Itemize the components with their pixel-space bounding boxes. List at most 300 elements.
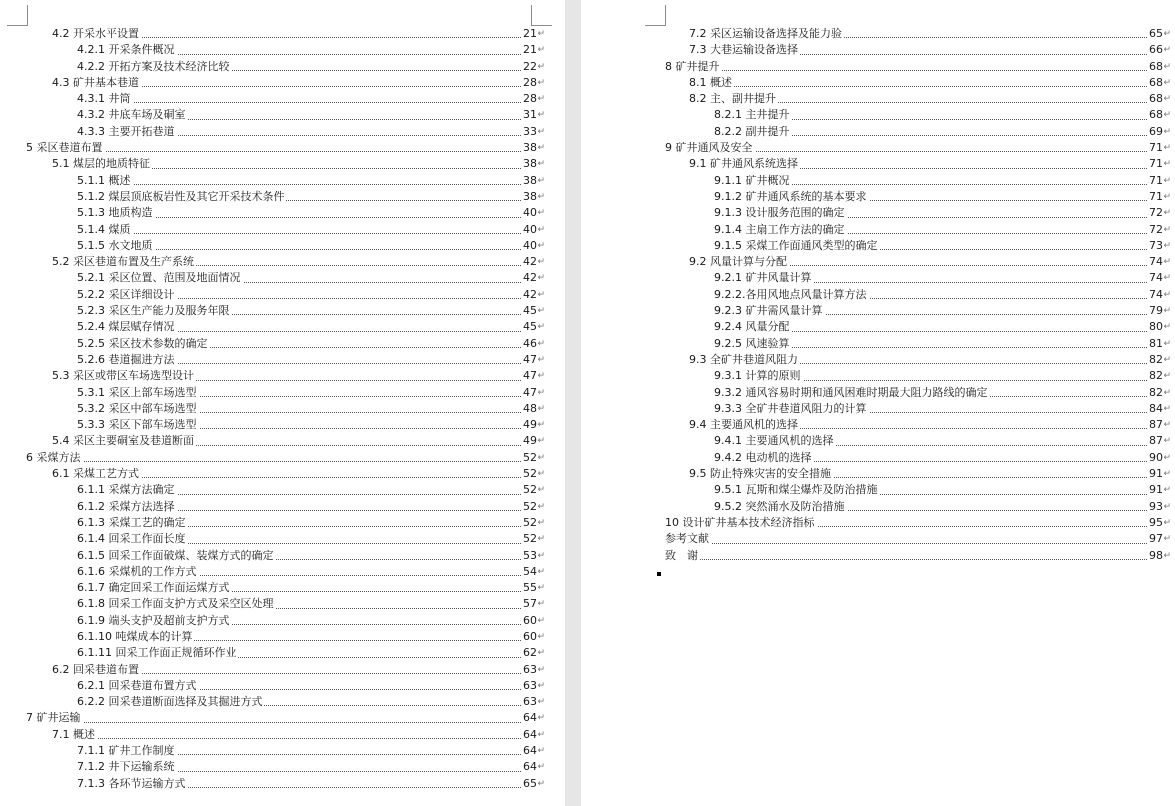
crop-mark-top-left xyxy=(645,5,666,26)
paragraph-mark-icon: ↵ xyxy=(537,289,545,300)
toc-page-number: 47 xyxy=(521,385,537,401)
toc-entry-title: 8 矿井提升 xyxy=(665,59,722,75)
toc-dot-leader xyxy=(52,738,521,739)
toc-entry-title: 5.4 采区主要硐室及巷道断面 xyxy=(52,433,196,449)
paragraph-mark-icon: ↵ xyxy=(537,452,545,463)
toc-entry[interactable] xyxy=(581,385,1171,401)
toc-entry[interactable] xyxy=(581,450,1171,466)
toc-entry[interactable] xyxy=(581,287,1171,303)
toc-entry-title: 6.1.7 确定回采工作面运煤方式 xyxy=(77,580,232,596)
toc-entry-title: 9.1.2 矿井通风系统的基本要求 xyxy=(714,189,869,205)
toc-entry[interactable] xyxy=(581,466,1171,482)
toc-entry[interactable] xyxy=(0,694,545,710)
toc-entry[interactable] xyxy=(0,205,545,221)
paragraph-mark-icon: ↵ xyxy=(537,615,545,626)
toc-entry[interactable] xyxy=(0,156,545,172)
toc-page-number: 33 xyxy=(521,124,537,140)
toc-page-number: 52 xyxy=(521,499,537,515)
toc-page-number: 52 xyxy=(521,515,537,531)
toc-entry[interactable] xyxy=(0,173,545,189)
toc-page-number: 74 xyxy=(1147,287,1163,303)
toc-entry[interactable] xyxy=(581,515,1171,531)
toc-page-number: 52 xyxy=(521,531,537,547)
toc-page-number: 40 xyxy=(521,205,537,221)
toc-entry-title: 5.2.6 巷道掘进方法 xyxy=(77,352,177,368)
toc-entry-title: 10 设计矿井基本技术经济指标 xyxy=(665,515,817,531)
toc-page-number: 47 xyxy=(521,352,537,368)
toc-entry-title: 8.2.1 主井提升 xyxy=(714,107,792,123)
toc-page-number: 49 xyxy=(521,417,537,433)
toc-entry-title: 7.1.3 各环节运输方式 xyxy=(77,776,188,792)
toc-page-number: 80 xyxy=(1147,319,1163,335)
toc-dot-leader xyxy=(26,722,521,723)
toc-page-number: 22 xyxy=(521,59,537,75)
toc-page-number: 40 xyxy=(521,238,537,254)
toc-page-number: 87 xyxy=(1147,417,1163,433)
toc-entry-title: 6.2 回采巷道布置 xyxy=(52,662,141,678)
toc-page-number: 82 xyxy=(1147,352,1163,368)
toc-entry[interactable] xyxy=(581,531,1171,547)
toc-entry-title: 8.2 主、副井提升 xyxy=(689,91,778,107)
toc-entry[interactable] xyxy=(581,368,1171,384)
toc-page-number: 72 xyxy=(1147,222,1163,238)
toc-entry[interactable] xyxy=(581,352,1171,368)
toc-page-number: 84 xyxy=(1147,401,1163,417)
toc-entry-title: 9.2.3 矿井需风量计算 xyxy=(714,303,825,319)
toc-entry-title: 6.1.2 采煤方法选择 xyxy=(77,499,177,515)
toc-entry-title: 9.2.5 风速验算 xyxy=(714,336,792,352)
paragraph-mark-icon: ↵ xyxy=(537,273,545,284)
toc-page-number: 42 xyxy=(521,270,537,286)
toc-entry-title: 4.2 开采水平设置 xyxy=(52,26,141,42)
toc-page-number: 38 xyxy=(521,173,537,189)
toc-entry-title: 9.1 矿井通风系统选择 xyxy=(689,156,800,172)
toc-page-number: 64 xyxy=(521,759,537,775)
paragraph-mark-icon: ↵ xyxy=(1163,306,1171,317)
toc-entry-title: 5.2 采区巷道布置及生产系统 xyxy=(52,254,196,270)
paragraph-mark-icon: ↵ xyxy=(537,257,545,268)
paragraph-mark-icon: ↵ xyxy=(537,778,545,789)
table-of-contents-left xyxy=(0,26,545,792)
toc-entry-title: 5.1.4 煤质 xyxy=(77,222,133,238)
toc-page-number: 55 xyxy=(521,580,537,596)
toc-entry[interactable] xyxy=(0,450,545,466)
toc-entry[interactable] xyxy=(0,596,545,612)
toc-page-number: 53 xyxy=(521,548,537,564)
toc-entry[interactable] xyxy=(0,42,545,58)
toc-entry[interactable] xyxy=(581,319,1171,335)
toc-entry[interactable] xyxy=(0,776,545,792)
toc-page-number: 60 xyxy=(521,613,537,629)
toc-page-number: 97 xyxy=(1147,531,1163,547)
toc-entry[interactable] xyxy=(0,743,545,759)
toc-page-number: 63 xyxy=(521,694,537,710)
paragraph-mark-icon: ↵ xyxy=(1163,550,1171,561)
toc-entry-title: 5.1.3 地质构造 xyxy=(77,205,155,221)
toc-page-number: 52 xyxy=(521,450,537,466)
paragraph-mark-icon: ↵ xyxy=(1163,403,1171,414)
paragraph-mark-icon: ↵ xyxy=(537,224,545,235)
toc-entry[interactable] xyxy=(581,401,1171,417)
toc-entry[interactable] xyxy=(0,564,545,580)
toc-dot-leader xyxy=(665,559,1147,560)
toc-entry[interactable] xyxy=(581,254,1171,270)
toc-entry-title: 9.3 全矿井巷道风阻力 xyxy=(689,352,800,368)
toc-entry[interactable] xyxy=(581,156,1171,172)
toc-entry[interactable] xyxy=(581,75,1171,91)
toc-entry[interactable] xyxy=(0,531,545,547)
toc-entry-title: 6.2.2 回采巷道断面选择及其掘进方式 xyxy=(77,694,264,710)
toc-entry[interactable] xyxy=(0,401,545,417)
toc-entry-title: 5.2.1 采区位置、范围及地面情况 xyxy=(77,270,243,286)
toc-page-number: 47 xyxy=(521,368,537,384)
paragraph-mark-icon: ↵ xyxy=(537,126,545,137)
toc-page-number: 45 xyxy=(521,303,537,319)
toc-entry-title: 7 矿井运输 xyxy=(26,710,83,726)
toc-entry-title: 5.3 采区或带区车场选型设计 xyxy=(52,368,196,384)
document-page-right xyxy=(581,0,1175,806)
toc-page-number: 87 xyxy=(1147,433,1163,449)
toc-page-number: 28 xyxy=(521,75,537,91)
toc-entry-title: 9.5.2 突然涌水及防治措施 xyxy=(714,499,847,515)
toc-page-number: 52 xyxy=(521,466,537,482)
toc-page-number: 65 xyxy=(521,776,537,792)
paragraph-mark-icon: ↵ xyxy=(537,469,545,480)
toc-entry[interactable] xyxy=(0,140,545,156)
paragraph-mark-icon: ↵ xyxy=(1163,61,1171,72)
toc-entry[interactable] xyxy=(581,548,1171,564)
toc-page-number: 54 xyxy=(521,564,537,580)
toc-page-number: 63 xyxy=(521,662,537,678)
toc-entry-title: 6.1.9 端头支护及超前支护方式 xyxy=(77,613,232,629)
paragraph-mark-icon: ↵ xyxy=(1163,126,1171,137)
toc-page-number: 21 xyxy=(521,26,537,42)
paragraph-mark-icon: ↵ xyxy=(1163,94,1171,105)
paragraph-mark-icon: ↵ xyxy=(537,77,545,88)
toc-entry[interactable] xyxy=(581,417,1171,433)
toc-entry[interactable] xyxy=(0,580,545,596)
paragraph-mark-icon: ↵ xyxy=(1163,273,1171,284)
toc-entry-title: 6.1 采煤工艺方式 xyxy=(52,466,141,482)
toc-entry[interactable] xyxy=(581,336,1171,352)
paragraph-mark-icon: ↵ xyxy=(1163,322,1171,333)
toc-entry[interactable] xyxy=(581,433,1171,449)
paragraph-mark-icon: ↵ xyxy=(537,680,545,691)
toc-entry-title: 6.1.1 采煤方法确定 xyxy=(77,482,177,498)
toc-page-number: 82 xyxy=(1147,368,1163,384)
paragraph-mark-icon: ↵ xyxy=(537,110,545,121)
toc-page-number: 91 xyxy=(1147,466,1163,482)
toc-page-number: 71 xyxy=(1147,140,1163,156)
toc-page-number: 90 xyxy=(1147,450,1163,466)
toc-entry[interactable] xyxy=(581,482,1171,498)
toc-entry-title: 6.1.8 回采工作面支护方式及采空区处理 xyxy=(77,596,275,612)
toc-entry-title: 6.1.10 吨煤成本的计算 xyxy=(77,629,194,645)
paragraph-mark-icon: ↵ xyxy=(537,664,545,675)
toc-entry[interactable] xyxy=(581,59,1171,75)
paragraph-mark-icon: ↵ xyxy=(537,143,545,154)
toc-page-number: 93 xyxy=(1147,499,1163,515)
toc-page-number: 45 xyxy=(521,319,537,335)
toc-entry[interactable] xyxy=(0,107,545,123)
toc-page-number: 38 xyxy=(521,156,537,172)
paragraph-mark-icon: ↵ xyxy=(537,29,545,39)
toc-page-number: 42 xyxy=(521,254,537,270)
toc-entry-title: 8.1 概述 xyxy=(689,75,734,91)
toc-entry-title: 9.3.1 计算的原则 xyxy=(714,368,803,384)
crop-mark-top-right xyxy=(531,5,552,26)
toc-page-number: 81 xyxy=(1147,336,1163,352)
toc-entry-title: 7.3 大巷运输设备选择 xyxy=(689,42,800,58)
paragraph-mark-icon: ↵ xyxy=(537,338,545,349)
paragraph-mark-icon: ↵ xyxy=(1163,77,1171,88)
paragraph-mark-icon: ↵ xyxy=(537,534,545,545)
toc-page-number: 68 xyxy=(1147,91,1163,107)
toc-page-number: 68 xyxy=(1147,59,1163,75)
toc-entry-title: 6.1.6 采煤机的工作方式 xyxy=(77,564,199,580)
toc-entry[interactable] xyxy=(0,759,545,775)
toc-entry-title: 5.1.5 水文地质 xyxy=(77,238,155,254)
toc-entry[interactable] xyxy=(0,613,545,629)
toc-entry[interactable] xyxy=(0,287,545,303)
toc-entry[interactable] xyxy=(581,124,1171,140)
toc-page-number: 74 xyxy=(1147,254,1163,270)
toc-entry-title: 致 谢 xyxy=(665,548,700,564)
paragraph-mark-icon: ↵ xyxy=(537,191,545,202)
paragraph-mark-icon: ↵ xyxy=(537,371,545,382)
toc-entry[interactable] xyxy=(0,336,545,352)
toc-entry[interactable] xyxy=(0,59,545,75)
toc-entry[interactable] xyxy=(0,629,545,645)
toc-page-number: 63 xyxy=(521,678,537,694)
toc-entry-title: 9.3.2 通风容易时期和通风困难时期最大阻力路线的确定 xyxy=(714,385,989,401)
toc-page-number: 68 xyxy=(1147,75,1163,91)
toc-page-number: 79 xyxy=(1147,303,1163,319)
toc-entry-title: 7.2 采区运输设备选择及能力验 xyxy=(689,26,844,42)
paragraph-mark-icon: ↵ xyxy=(1163,45,1171,56)
toc-page-number: 38 xyxy=(521,189,537,205)
toc-entry[interactable] xyxy=(581,270,1171,286)
paragraph-mark-icon: ↵ xyxy=(1163,191,1171,202)
paragraph-mark-icon: ↵ xyxy=(1163,289,1171,300)
paragraph-mark-icon: ↵ xyxy=(537,159,545,170)
paragraph-mark-icon: ↵ xyxy=(537,583,545,594)
toc-entry[interactable] xyxy=(581,173,1171,189)
toc-entry-title: 9.2.2.各用风地点风量计算方法 xyxy=(714,287,869,303)
paragraph-mark-icon: ↵ xyxy=(1163,354,1171,365)
toc-entry[interactable] xyxy=(0,499,545,515)
paragraph-mark-icon: ↵ xyxy=(1163,501,1171,512)
toc-page-number: 62 xyxy=(521,645,537,661)
paragraph-mark-icon: ↵ xyxy=(1163,159,1171,170)
toc-entry-title: 6.1.5 回采工作面破煤、装煤方式的确定 xyxy=(77,548,275,564)
toc-entry[interactable] xyxy=(581,499,1171,515)
toc-entry[interactable] xyxy=(581,303,1171,319)
toc-dot-leader xyxy=(665,70,1147,71)
toc-entry[interactable] xyxy=(0,548,545,564)
paragraph-mark-icon: ↵ xyxy=(537,631,545,642)
paragraph-mark-icon: ↵ xyxy=(537,45,545,56)
toc-entry-title: 8.2.2 副井提升 xyxy=(714,124,792,140)
paragraph-mark-icon: ↵ xyxy=(1163,517,1171,528)
toc-entry[interactable] xyxy=(581,26,1171,42)
toc-entry[interactable] xyxy=(0,26,545,42)
paragraph-mark-icon: ↵ xyxy=(537,436,545,447)
toc-entry[interactable] xyxy=(581,205,1171,221)
toc-page-number: 95 xyxy=(1147,515,1163,531)
toc-entry[interactable] xyxy=(0,303,545,319)
toc-entry[interactable] xyxy=(0,515,545,531)
toc-entry[interactable] xyxy=(0,710,545,726)
toc-entry[interactable] xyxy=(0,222,545,238)
toc-entry-title: 9.4.2 电动机的选择 xyxy=(714,450,814,466)
paragraph-mark-icon: ↵ xyxy=(537,566,545,577)
toc-entry-title: 9.1.1 矿井概况 xyxy=(714,173,792,189)
toc-entry[interactable] xyxy=(581,238,1171,254)
toc-entry[interactable] xyxy=(581,42,1171,58)
toc-page-number: 57 xyxy=(521,596,537,612)
paragraph-mark-icon: ↵ xyxy=(537,94,545,105)
toc-entry-title: 5.2.3 采区生产能力及服务年限 xyxy=(77,303,232,319)
paragraph-mark-icon: ↵ xyxy=(537,61,545,72)
toc-dot-leader xyxy=(77,102,521,103)
toc-entry-title: 9.4.1 主要通风机的选择 xyxy=(714,433,836,449)
toc-entry-title: 5.1.1 概述 xyxy=(77,173,133,189)
table-of-contents-right xyxy=(581,26,1171,564)
toc-entry-title: 6.1.3 采煤工艺的确定 xyxy=(77,515,188,531)
toc-entry[interactable] xyxy=(581,140,1171,156)
paragraph-mark-icon: ↵ xyxy=(1163,387,1171,398)
toc-page-number: 42 xyxy=(521,287,537,303)
toc-entry-title: 7.1.1 矿井工作制度 xyxy=(77,743,177,759)
toc-page-number: 71 xyxy=(1147,173,1163,189)
toc-dot-leader xyxy=(77,233,521,234)
toc-entry-title: 5.2.4 煤层赋存情况 xyxy=(77,319,177,335)
paragraph-mark-icon: ↵ xyxy=(1163,224,1171,235)
toc-entry-title: 9.1.4 主扇工作方法的确定 xyxy=(714,222,847,238)
paragraph-mark-icon: ↵ xyxy=(537,420,545,431)
toc-dot-leader xyxy=(77,184,521,185)
paragraph-mark-icon: ↵ xyxy=(1163,534,1171,545)
toc-entry-title: 7.1.2 井下运输系统 xyxy=(77,759,177,775)
toc-page-number: 28 xyxy=(521,91,537,107)
paragraph-mark-icon: ↵ xyxy=(1163,29,1171,39)
toc-entry[interactable] xyxy=(581,189,1171,205)
toc-entry[interactable] xyxy=(0,238,545,254)
paragraph-mark-icon: ↵ xyxy=(537,713,545,724)
toc-entry[interactable] xyxy=(0,482,545,498)
toc-page-number: 66 xyxy=(1147,42,1163,58)
toc-page-number: 38 xyxy=(521,140,537,156)
paragraph-mark-icon: ↵ xyxy=(1163,175,1171,186)
toc-entry[interactable] xyxy=(0,645,545,661)
toc-page-number: 48 xyxy=(521,401,537,417)
toc-entry[interactable] xyxy=(581,222,1171,238)
toc-entry-title: 参考文献 xyxy=(665,531,711,547)
paragraph-mark-icon: ↵ xyxy=(1163,257,1171,268)
document-page-left xyxy=(0,0,565,806)
toc-entry[interactable] xyxy=(0,727,545,743)
toc-entry-title: 4.3.1 井筒 xyxy=(77,91,133,107)
toc-page-number: 64 xyxy=(521,710,537,726)
toc-entry-title: 9.5.1 瓦斯和煤尘爆炸及防治措施 xyxy=(714,482,880,498)
toc-page-number: 64 xyxy=(521,727,537,743)
toc-entry[interactable] xyxy=(0,466,545,482)
crop-mark-top-left xyxy=(7,5,28,26)
toc-page-number: 98 xyxy=(1147,548,1163,564)
toc-entry-title: 6.1.11 回采工作面正规循环作业 xyxy=(77,645,238,661)
toc-page-number: 73 xyxy=(1147,238,1163,254)
toc-entry[interactable] xyxy=(0,417,545,433)
paragraph-mark-icon: ↵ xyxy=(537,403,545,414)
paragraph-mark-icon: ↵ xyxy=(537,550,545,561)
toc-page-number: 52 xyxy=(521,482,537,498)
toc-entry-title: 9.2.1 矿井风量计算 xyxy=(714,270,814,286)
toc-entry-title: 9.5 防止特殊灾害的安全措施 xyxy=(689,466,833,482)
toc-entry-title: 7.1 概述 xyxy=(52,727,97,743)
toc-entry-title: 4.3.3 主要开拓巷道 xyxy=(77,124,177,140)
toc-page-number: 71 xyxy=(1147,156,1163,172)
toc-entry[interactable] xyxy=(0,75,545,91)
toc-entry[interactable] xyxy=(0,270,545,286)
toc-entry[interactable] xyxy=(0,678,545,694)
paragraph-mark-icon: ↵ xyxy=(537,697,545,708)
toc-entry[interactable] xyxy=(0,319,545,335)
toc-entry[interactable] xyxy=(0,385,545,401)
toc-entry[interactable] xyxy=(0,124,545,140)
toc-page-number: 40 xyxy=(521,222,537,238)
paragraph-mark-icon: ↵ xyxy=(1163,208,1171,219)
toc-entry[interactable] xyxy=(0,189,545,205)
toc-entry-title: 6.1.4 回采工作面长度 xyxy=(77,531,188,547)
toc-page-number: 69 xyxy=(1147,124,1163,140)
toc-entry-title: 9.2.4 风量分配 xyxy=(714,319,792,335)
toc-entry[interactable] xyxy=(581,107,1171,123)
paragraph-mark-icon: ↵ xyxy=(537,762,545,773)
toc-entry-title: 9.4 主要通风机的选择 xyxy=(689,417,800,433)
toc-entry-title: 5.1.2 煤层顶底板岩性及其它开采技术条件 xyxy=(77,189,286,205)
toc-page-number: 74 xyxy=(1147,270,1163,286)
toc-entry-title: 5.3.3 采区下部车场选型 xyxy=(77,417,199,433)
toc-entry[interactable] xyxy=(0,662,545,678)
toc-entry[interactable] xyxy=(0,368,545,384)
toc-entry-title: 4.3.2 井底车场及硐室 xyxy=(77,107,188,123)
toc-dot-leader xyxy=(26,461,521,462)
paragraph-mark-icon: ↵ xyxy=(537,648,545,659)
toc-entry-title: 5.3.2 采区中部车场选型 xyxy=(77,401,199,417)
paragraph-mark-icon: ↵ xyxy=(537,387,545,398)
paragraph-mark-icon: ↵ xyxy=(1163,452,1171,463)
paragraph-mark-icon: ↵ xyxy=(1163,338,1171,349)
toc-page-number: 91 xyxy=(1147,482,1163,498)
toc-entry[interactable] xyxy=(0,352,545,368)
toc-entry-title: 5.2.2 采区详细设计 xyxy=(77,287,177,303)
toc-entry[interactable] xyxy=(581,91,1171,107)
paragraph-mark-icon: ↵ xyxy=(1163,436,1171,447)
toc-entry-title: 9 矿井通风及安全 xyxy=(665,140,755,156)
toc-entry[interactable] xyxy=(0,433,545,449)
toc-entry-title: 5 采区巷道布置 xyxy=(26,140,105,156)
toc-entry[interactable] xyxy=(0,91,545,107)
toc-entry-title: 4.2.2 开拓方案及技术经济比较 xyxy=(77,59,232,75)
toc-entry-title: 5.3.1 采区上部车场选型 xyxy=(77,385,199,401)
paragraph-mark-icon: ↵ xyxy=(537,517,545,528)
toc-entry[interactable] xyxy=(0,254,545,270)
toc-page-number: 21 xyxy=(521,42,537,58)
paragraph-mark-icon: ↵ xyxy=(537,599,545,610)
paragraph-mark-icon: ↵ xyxy=(537,354,545,365)
paragraph-mark-icon: ↵ xyxy=(537,746,545,757)
